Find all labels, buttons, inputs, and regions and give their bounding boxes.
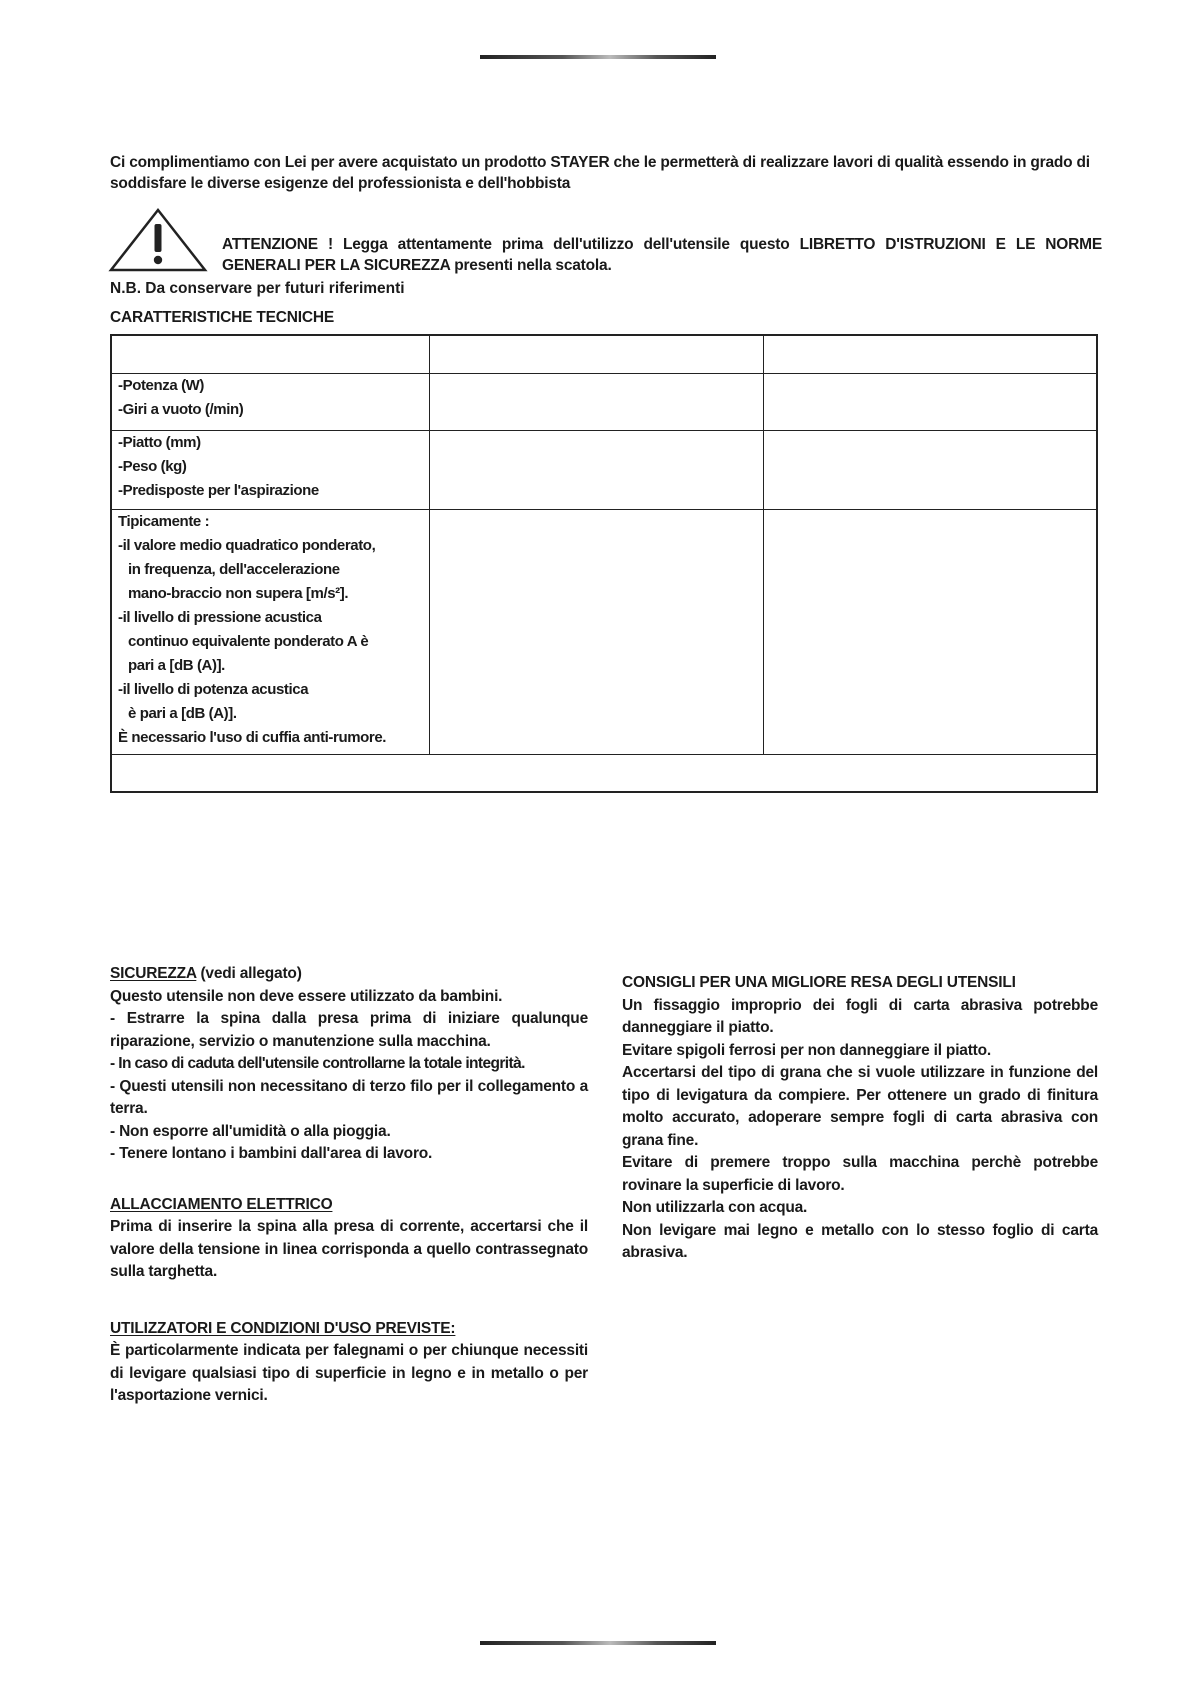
- right-column: [622, 972, 1098, 1265]
- safety-section: [110, 963, 588, 1166]
- specs-label-cell: [111, 510, 429, 755]
- left-column: [110, 963, 588, 1408]
- specs-cell: [763, 431, 1097, 510]
- safety-line: - Estrarre la spina dalla presa prima di iniziare qualunque riparazione, servizio o manutenzione sulla macchina.: [110, 1010, 588, 1050]
- intro-paragraph: Ci complimentiamo con Lei per avere acquistato un prodotto STAYER che le permetterà di realizzare lavori di qualità essendo in grado di soddisfare le diverse esigenze del professionista e dell'hobbista: [110, 154, 1090, 192]
- advice-line: Un fissaggio improprio dei fogli di carta abrasiva potrebbe danneggiare il piatto.: [622, 996, 1098, 1036]
- advice-title: CONSIGLI PER UNA MIGLIORE RESA DEGLI UTENSILI: [622, 974, 1016, 991]
- spec-label: -Giri a vuoto (/min): [118, 401, 244, 418]
- electrical-text: Prima di inserire la spina alla presa di corrente, accertarsi che il valore della tensione in linea corrisponda a quello contrassegnato sulla targhetta.: [110, 1218, 588, 1280]
- spec-label: -Potenza (W): [118, 377, 205, 394]
- specs-table: [110, 334, 1098, 793]
- specs-row-power: [111, 374, 1097, 431]
- specs-cell: [429, 335, 763, 374]
- safety-title-suffix: (vedi allegato): [200, 965, 302, 982]
- specs-cell: [111, 755, 1097, 793]
- specs-row-pad: [111, 431, 1097, 510]
- warning-triangle-icon: [108, 207, 208, 273]
- safety-line: - In caso di caduta dell'utensile controllarne la totale integrità.: [110, 1055, 525, 1072]
- specs-cell: [763, 510, 1097, 755]
- advice-line: Accertarsi del tipo di grana che si vuole utilizzare in funzione del tipo di levigatura da compiere. Per ottenere un grado di finitura molto accurato, adoperare sempre fogli di carta abrasiva con grana fine.: [622, 1064, 1098, 1149]
- spec-label: in frequenza, dell'accelerazione: [128, 561, 340, 578]
- advice-line: Non utilizzarla con acqua.: [622, 1199, 808, 1216]
- spec-label: -Peso (kg): [118, 458, 187, 475]
- spec-label: continuo equivalente ponderato A è: [128, 633, 369, 650]
- electrical-section: [110, 1194, 588, 1284]
- spec-label: -Predisposte per l'aspirazione: [118, 482, 319, 499]
- spec-label: pari a [dB (A)].: [128, 657, 225, 674]
- spec-label: -il valore medio quadratico ponderato,: [118, 537, 376, 554]
- spec-label: -Piatto (mm): [118, 434, 201, 451]
- bottom-decorative-rule: [480, 1641, 716, 1645]
- users-section: [110, 1318, 588, 1408]
- spec-label: -il livello di pressione acustica: [118, 609, 322, 626]
- tech-specs-title: CARATTERISTICHE TECNICHE: [110, 309, 334, 326]
- specs-label-cell: [111, 374, 429, 431]
- nb-note: N.B. Da conservare per futuri riferimenti: [110, 280, 405, 297]
- safety-line: - Questi utensili non necessitano di terzo filo per il collegamento a terra.: [110, 1077, 588, 1117]
- specs-label-cell: [111, 431, 429, 510]
- specs-cell: [763, 374, 1097, 431]
- advice-line: Non levigare mai legno e metallo con lo stesso foglio di carta abrasiva.: [622, 1221, 1098, 1261]
- warning-text: ATTENZIONE ! Legga attentamente prima dell'utilizzo dell'utensile questo LIBRETTO D'ISTRUZIONI E LE NORME GENERALI PER LA SICUREZZA presenti nella scatola.: [222, 236, 1102, 274]
- specs-footer-row: [111, 755, 1097, 793]
- specs-cell: [111, 335, 429, 374]
- specs-cell: [429, 374, 763, 431]
- specs-row-noise: [111, 510, 1097, 755]
- advice-line: Evitare di premere troppo sulla macchina perchè potrebbe rovinare la superficie di lavoro.: [622, 1154, 1098, 1194]
- spec-label: -il livello di potenza acustica: [118, 681, 309, 698]
- specs-cell: [429, 431, 763, 510]
- safety-line: - Tenere lontano i bambini dall'area di lavoro.: [110, 1145, 433, 1162]
- spec-label: È necessario l'uso di cuffia anti-rumore.: [118, 729, 387, 746]
- users-text: È particolarmente indicata per falegnami o per chiunque necessiti di levigare qualsiasi tipo di superficie in legno e in metallo o per l'asportazione vernici.: [110, 1342, 588, 1404]
- safety-line: - Non esporre all'umidità o alla pioggia.: [110, 1122, 391, 1140]
- spec-label: Tipicamente :: [118, 513, 210, 530]
- spec-label: mano-braccio non supera [m/s²].: [128, 585, 349, 602]
- safety-line: Questo utensile non deve essere utilizzato da bambini.: [110, 987, 503, 1005]
- specs-cell: [763, 335, 1097, 374]
- specs-header-row: [111, 335, 1097, 374]
- electrical-title: ALLACCIAMENTO ELETTRICO: [110, 1195, 333, 1213]
- top-decorative-rule: [480, 55, 716, 59]
- users-title: UTILIZZATORI E CONDIZIONI D'USO PREVISTE:: [110, 1319, 456, 1337]
- safety-title: SICUREZZA: [110, 965, 197, 982]
- spec-label: è pari a [dB (A)].: [128, 705, 237, 722]
- advice-line: Evitare spigoli ferrosi per non danneggiare il piatto.: [622, 1041, 992, 1059]
- specs-cell: [429, 510, 763, 755]
